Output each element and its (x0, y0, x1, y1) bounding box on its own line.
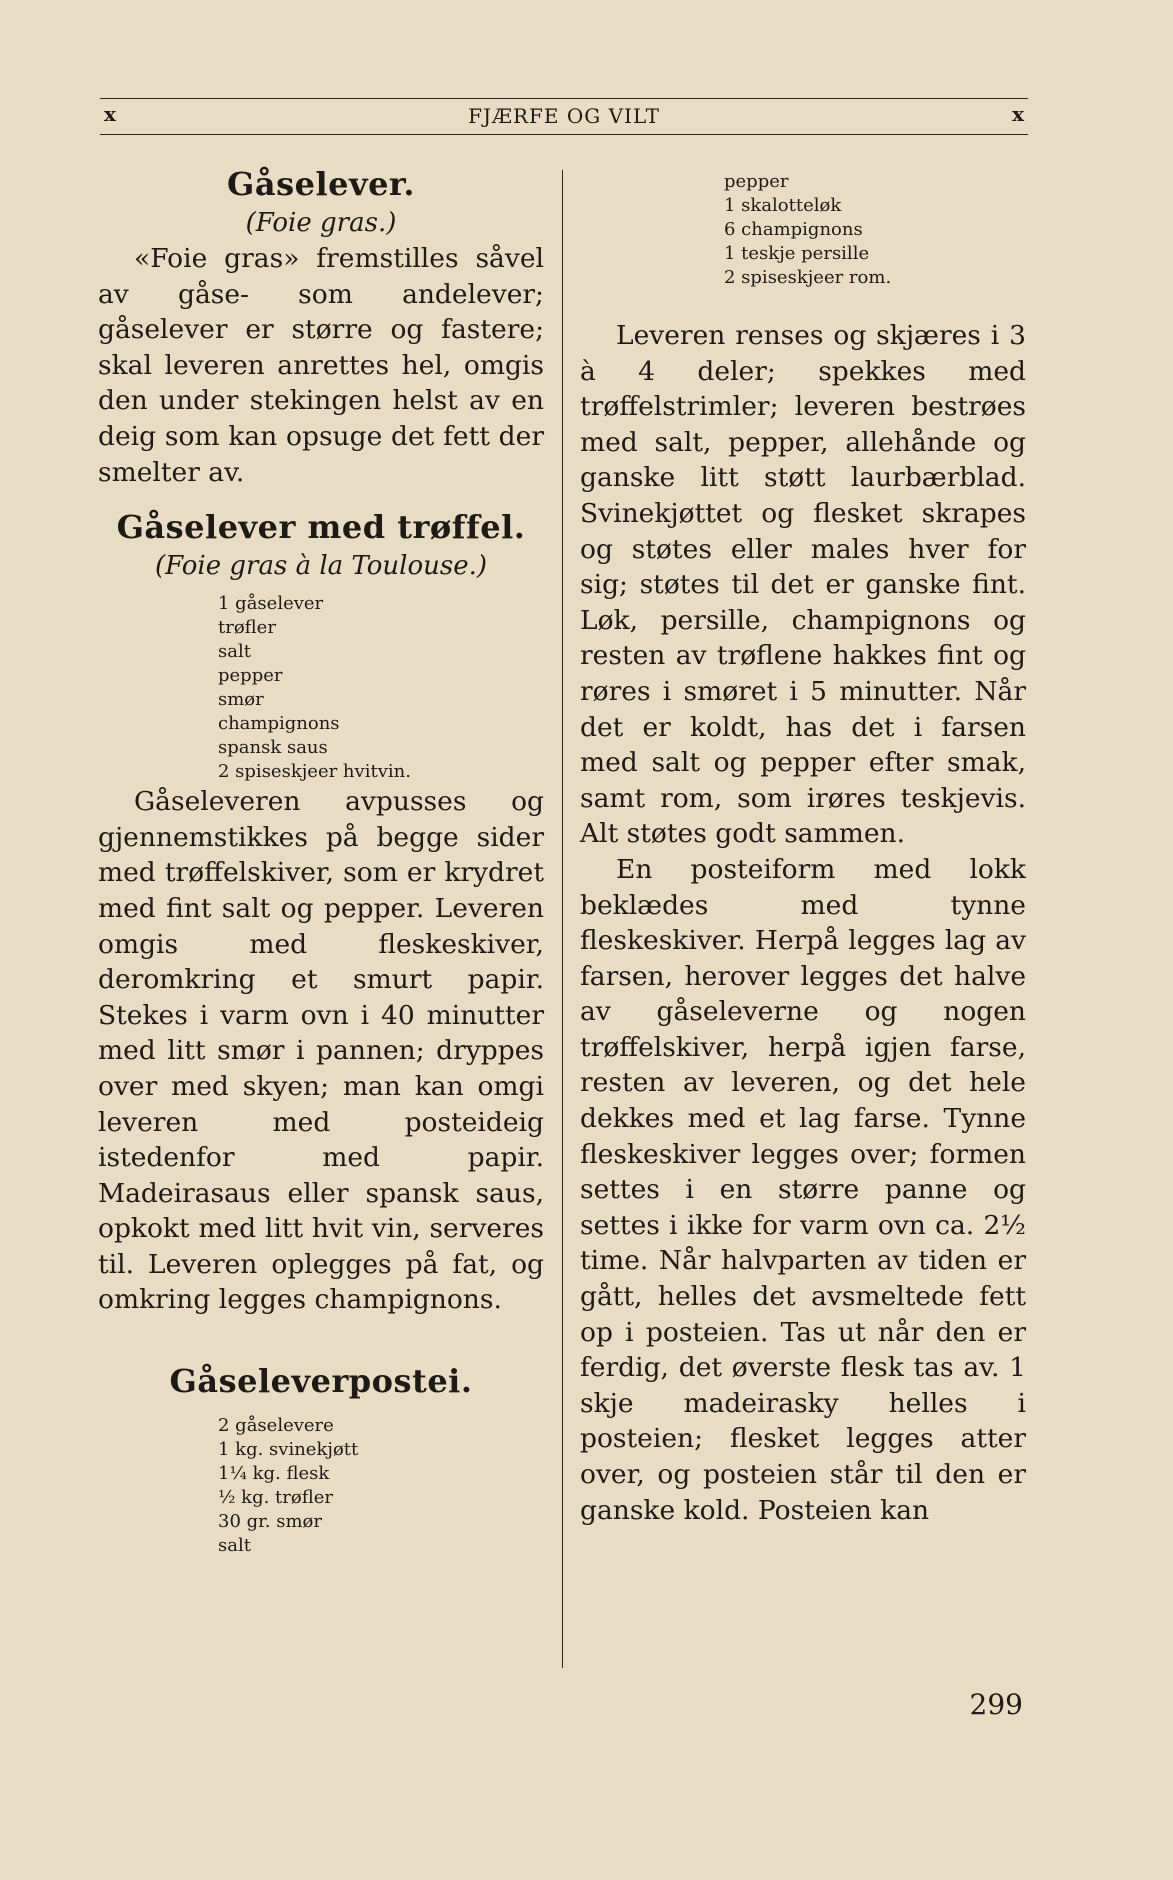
heading-gaselever: Gåselever. (227, 165, 415, 203)
ingredient-item: smør (218, 689, 264, 711)
header-top-rule (100, 98, 1028, 99)
ingredient-item: salt (218, 641, 251, 663)
running-title: FJÆRFE OG VILT (468, 104, 660, 128)
subheading-toulouse: (Foie gras à la Toulouse.) (155, 551, 487, 582)
paragraph-postei-farse: Leveren renses og skjæres i 3 à 4 deler; spekkes med trøffelstrimler; leveren bestrøes med salt, pepper, allehånde og ganske litt støtt laurbærblad. Svinekjøttet og flesket skrapes og støtes eller males hver for sig; støtes til det er ganske fint. Løk, persille, champignons og resten av trøflene hakkes fint og røres i smøret i 5 minutter. Når det er koldt, has det i farsen med salt og pepper efter smak, samt rom, som irøres teskjevis. Alt støtes godt sammen. (580, 320, 1026, 850)
ingredient-item: 1 kg. svinekjøtt (218, 1439, 359, 1461)
left-column (98, 163, 544, 1558)
running-header (100, 102, 1028, 132)
ingredient-list-troffel (98, 592, 544, 784)
ingredient-item: 6 champignons (724, 219, 863, 240)
right-column (580, 170, 1026, 1528)
page-number: 299 (969, 1688, 1023, 1721)
subheading-foie-gras: (Foie gras.) (245, 208, 397, 238)
ingredient-item: 1¼ kg. flesk (218, 1463, 330, 1485)
ingredient-item: trøfler (218, 617, 276, 639)
header-right-mark: x (1012, 102, 1024, 126)
ingredient-item: salt (218, 1535, 251, 1557)
ingredient-item: 1 teskje persille (724, 243, 870, 264)
ingredient-list-postei-continued (580, 170, 1026, 290)
ingredient-item: 30 gr. smør (218, 1511, 322, 1533)
ingredient-item: ½ kg. trøfler (218, 1487, 333, 1509)
header-left-mark: x (104, 102, 116, 126)
heading-gaseleverpostei: Gåseleverpostei. (169, 1362, 473, 1401)
ingredient-list-postei (98, 1414, 544, 1558)
ingredient-item: 2 spiseskjeer rom. (724, 267, 892, 288)
heading-gaselever-med-troffel: Gåselever med trøffel. (116, 508, 526, 547)
ingredient-item: pepper (218, 665, 283, 687)
ingredient-item: champignons (218, 713, 340, 735)
ingredient-item: 1 skalotteløk (724, 195, 842, 216)
paragraph-gaselever: «Foie gras» fremstilles såvel av gåse- som andelever; gåselever er større og fastere; skal leveren anrettes hel, omgis den under stekingen helst av en deig som kan opsuge det fett der smelter av. (98, 243, 544, 488)
paragraph-postei-form: En posteiform med lokk beklædes med tynne fleskeskiver. Herpå legges lag av farsen, herover legges det halve av gåseleverne og nogen trøffelskiver, herpå igjen farse, resten av leveren, og det hele dekkes med et lag farse. Tynne fleskeskiver legges over; formen settes i en større panne og settes i ikke for varm ovn ca. 2½ time. Når halvparten av tiden er gått, helles det avsmeltede fett op i posteien. Tas ut når den er ferdig, det øverste flesk tas av. 1 skje madeirasky helles i posteien; flesket legges atter over, og posteien står til den er ganske kold. Posteien kan (580, 853, 1026, 1526)
ingredient-item: pepper (724, 171, 789, 192)
header-bottom-rule (100, 134, 1028, 135)
ingredient-item: spansk saus (218, 737, 328, 759)
ingredient-item: 2 gåselevere (218, 1415, 334, 1437)
ingredient-item: 1 gåselever (218, 593, 324, 615)
column-divider (562, 170, 563, 1668)
ingredient-item: 2 spiseskjeer hvitvin. (218, 761, 411, 783)
paragraph-troffel-method: Gåseleveren avpusses og gjennemstikkes på begge sider med trøffelskiver, som er krydret med fint salt og pepper. Leveren omgis med fleskeskiver, deromkring et smurt papir. Stekes i varm ovn i 40 minutter med litt smør i pannen; dryppes over med skyen; man kan omgi leveren med posteideig istedenfor med papir. Madeirasaus eller spansk saus, opkokt med litt hvit vin, serveres til. Leveren oplegges på fat, og omkring legges champignons. (98, 786, 544, 1316)
